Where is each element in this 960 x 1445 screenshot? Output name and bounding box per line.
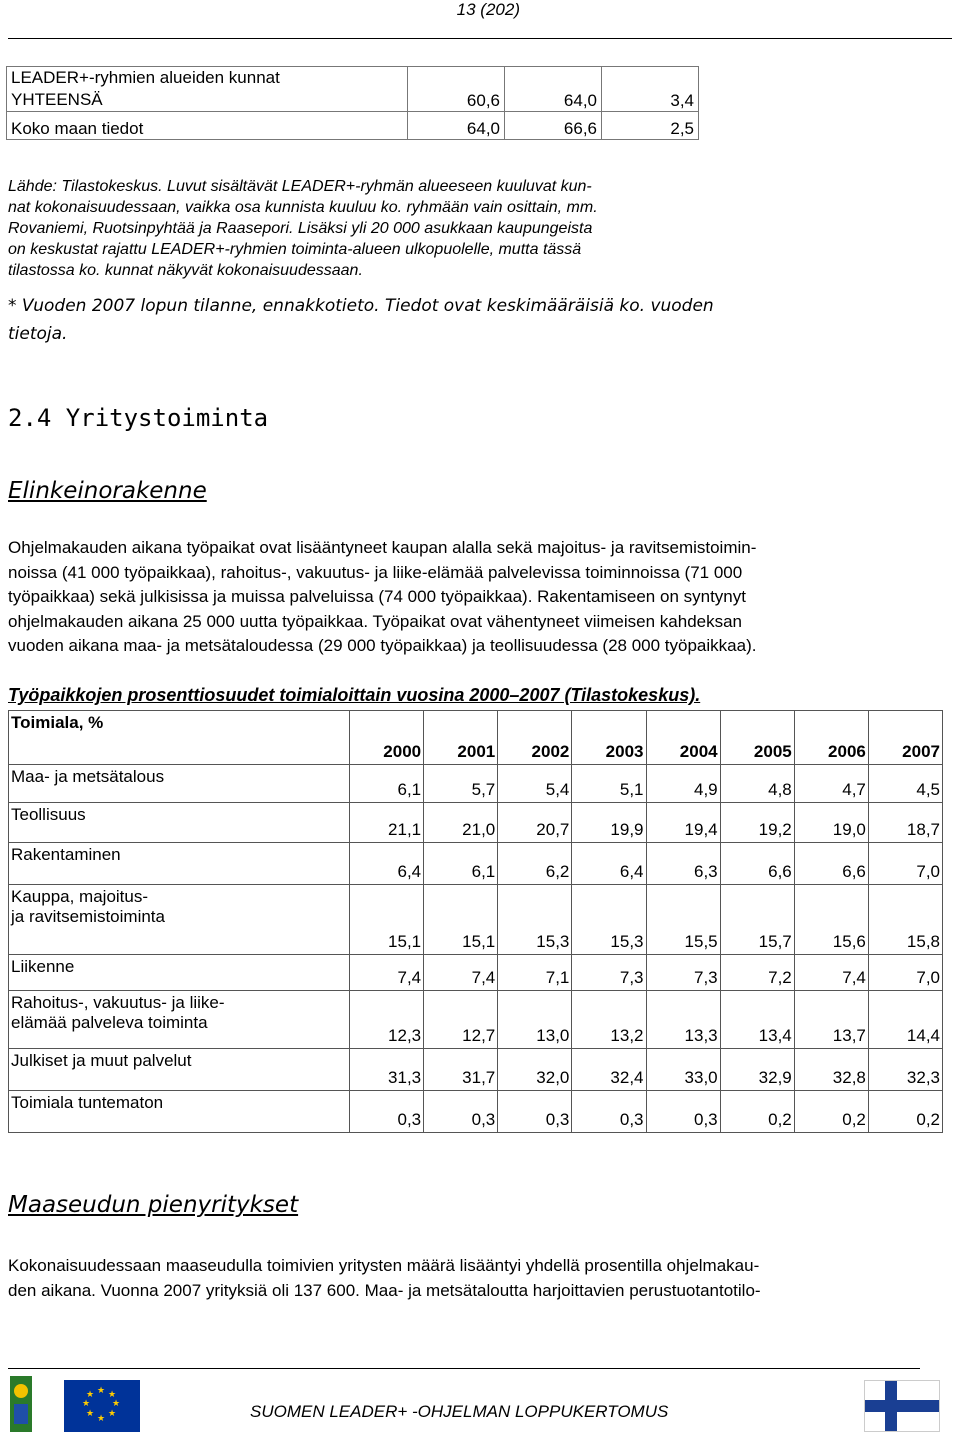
year-header: 2006 [794, 711, 868, 765]
sector-label: Maa- ja metsätalous [9, 765, 350, 803]
table-row [9, 991, 943, 1049]
footer-title: SUOMEN LEADER+ -OHJELMAN LOPPUKERTOMUS [250, 1402, 669, 1421]
finland-flag [864, 1380, 940, 1432]
table-cell: 19,2 [720, 803, 794, 843]
sector-label: Liikenne [9, 955, 350, 991]
table-cell: 5,4 [498, 765, 572, 803]
table-cell: 13,3 [646, 991, 720, 1049]
subsection-heading: Maaseudun pienyritykset [8, 1192, 299, 1218]
sector-label: Rahoitus-, vakuutus- ja liike- elämää palveleva toiminta [9, 991, 350, 1049]
table-header-row [9, 711, 943, 765]
table-cell: 64,0 [408, 112, 505, 140]
table-cell: 0,3 [350, 1091, 424, 1133]
table-cell: 60,6 [408, 67, 505, 112]
table-row [7, 67, 699, 112]
table-cell: 7,4 [424, 955, 498, 991]
table-row [7, 112, 699, 140]
table-cell: 6,1 [350, 765, 424, 803]
year-header: 2001 [424, 711, 498, 765]
table-cell: 0,2 [794, 1091, 868, 1133]
paragraph: Kokonaisuudessaan maaseudulla toimivien yritysten määrä lisääntyi yhdellä prosentilla ohjelmakau- den aikana. Vuonna 2007 yrityksiä oli 137 600. Maa- ja metsätaloutta harjoittavien perustuotantotilo- [8, 1256, 761, 1300]
table-cell: 32,9 [720, 1049, 794, 1091]
table-row [9, 1091, 943, 1133]
table-cell: 19,4 [646, 803, 720, 843]
table-cell: 15,5 [646, 885, 720, 955]
sector-label: Julkiset ja muut palvelut [9, 1049, 350, 1091]
table-cell: 6,3 [646, 843, 720, 885]
footnote: * Vuoden 2007 lopun tilanne, ennakkotieto. Tiedot ovat keskimääräisiä ko. vuoden tietoja. [8, 296, 714, 344]
table-cell: 64,0 [505, 67, 602, 112]
table-cell: 18,7 [868, 803, 942, 843]
year-header: 2004 [646, 711, 720, 765]
table-cell: 15,7 [720, 885, 794, 955]
sector-label: Toimiala tuntematon [9, 1091, 350, 1133]
table-cell: 6,6 [794, 843, 868, 885]
table-cell: 7,4 [350, 955, 424, 991]
paragraph: Ohjelmakauden aikana työpaikat ovat lisääntyneet kaupan alalla sekä majoitus- ja ravitsemistoimin- noissa (41 000 työpaikkaa), rahoitus-, vakuutus- ja liike-elämää palvelevissa toiminnoissa (71 000 työpaikkaa) sekä julkisissa ja muissa palveluissa (74 000 työpaikkaa). Rakentamiseen on syntynyt ohjelmakauden aikana 25 000 uutta työpaikkaa. Työpaikat ovat vähentyneet viimeisen kahdeksan vuoden aikana maa- ja metsätaloudessa (29 000 työpaikkaa) ja teollisuudessa (28 000 työpaikkaa). [8, 538, 757, 655]
table-row [9, 803, 943, 843]
eu-flag: ★ ★ ★ ★ ★ ★ ★ ★ [64, 1380, 140, 1432]
table-cell: 7,3 [572, 955, 646, 991]
header-rule [8, 38, 952, 39]
table-cell: 6,1 [424, 843, 498, 885]
table-cell: 15,1 [424, 885, 498, 955]
table-cell: 3,4 [602, 67, 699, 112]
table-cell: 21,0 [424, 803, 498, 843]
table-cell: 6,2 [498, 843, 572, 885]
table-cell-label: Koko maan tiedot [7, 112, 408, 140]
table-cell: 0,2 [720, 1091, 794, 1133]
table-cell: 7,0 [868, 955, 942, 991]
table-cell: 33,0 [646, 1049, 720, 1091]
table-cell: 0,2 [868, 1091, 942, 1133]
table-cell: 13,7 [794, 991, 868, 1049]
table-cell: 7,1 [498, 955, 572, 991]
table-caption: Työpaikkojen prosenttiosuudet toimialoittain vuosina 2000–2007 (Tilastokeskus). [8, 685, 701, 705]
subsection-heading: Elinkeinorakenne [8, 478, 207, 504]
table-cell: 7,0 [868, 843, 942, 885]
table-cell: 6,6 [720, 843, 794, 885]
table-cell: 32,0 [498, 1049, 572, 1091]
table-cell: 15,3 [498, 885, 572, 955]
section-heading: 2.4 Yritystoiminta [8, 404, 269, 432]
year-header: 2007 [868, 711, 942, 765]
table-cell: 0,3 [424, 1091, 498, 1133]
table-row [9, 765, 943, 803]
table-cell: 19,9 [572, 803, 646, 843]
table-cell: 7,3 [646, 955, 720, 991]
table-cell: 15,8 [868, 885, 942, 955]
table-cell: 32,8 [794, 1049, 868, 1091]
sector-label: Teollisuus [9, 803, 350, 843]
table-cell: 19,0 [794, 803, 868, 843]
table-cell: 15,6 [794, 885, 868, 955]
footer-rule [8, 1368, 920, 1369]
table-cell: 32,4 [572, 1049, 646, 1091]
table-cell: 20,7 [498, 803, 572, 843]
table-cell: 7,4 [794, 955, 868, 991]
table-cell: 0,3 [498, 1091, 572, 1133]
leader-logo [10, 1376, 32, 1432]
table-cell: 4,5 [868, 765, 942, 803]
table-header-label: Toimiala, % [9, 711, 350, 765]
year-header: 2000 [350, 711, 424, 765]
table-cell: 5,1 [572, 765, 646, 803]
table-cell: 12,7 [424, 991, 498, 1049]
table-cell: 66,6 [505, 112, 602, 140]
table-cell: 13,2 [572, 991, 646, 1049]
table-cell: 15,1 [350, 885, 424, 955]
sector-label: Rakentaminen [9, 843, 350, 885]
table-row [9, 1049, 943, 1091]
table-cell: 14,4 [868, 991, 942, 1049]
table-cell: 31,3 [350, 1049, 424, 1091]
year-header: 2005 [720, 711, 794, 765]
table-cell: 7,2 [720, 955, 794, 991]
table-cell: 4,7 [794, 765, 868, 803]
table-cell: 6,4 [572, 843, 646, 885]
table-cell: 31,7 [424, 1049, 498, 1091]
table-cell: 2,5 [602, 112, 699, 140]
table-row [9, 843, 943, 885]
table-cell: 6,4 [350, 843, 424, 885]
employment-share-table [8, 710, 943, 1133]
table-cell: 0,3 [572, 1091, 646, 1133]
table-cell: 4,9 [646, 765, 720, 803]
table-cell: 0,3 [646, 1091, 720, 1133]
table-cell: 12,3 [350, 991, 424, 1049]
table-cell-label: LEADER+-ryhmien alueiden kunnat YHTEENSÄ [7, 67, 408, 112]
table-cell: 21,1 [350, 803, 424, 843]
table-cell: 5,7 [424, 765, 498, 803]
sector-label: Kauppa, majoitus- ja ravitsemistoiminta [9, 885, 350, 955]
municipality-summary-table [6, 66, 699, 140]
table-cell: 13,4 [720, 991, 794, 1049]
table-cell: 15,3 [572, 885, 646, 955]
year-header: 2002 [498, 711, 572, 765]
table-row [9, 885, 943, 955]
table-cell: 4,8 [720, 765, 794, 803]
table-row [9, 955, 943, 991]
page-number: 13 (202) [456, 0, 520, 19]
year-header: 2003 [572, 711, 646, 765]
source-note: Lähde: Tilastokeskus. Luvut sisältävät LEADER+-ryhmän alueeseen kuuluvat kun- nat kokonaisuudessaan, vaikka osa kunnista kuuluu ko. ryhmään vain osittain, mm. Rovaniemi, Ruotsinpyhtää ja Raasepori. Lisäksi yli 20 000 asukkaan kaupungeista on keskustat rajattu LEADER+-ryhmien toiminta-alueen ulkopuolelle, mutta tässä tilastossa ko. kunnat näkyvät kokonaisuudessaan. [8, 178, 598, 279]
table-cell: 32,3 [868, 1049, 942, 1091]
table-cell: 13,0 [498, 991, 572, 1049]
